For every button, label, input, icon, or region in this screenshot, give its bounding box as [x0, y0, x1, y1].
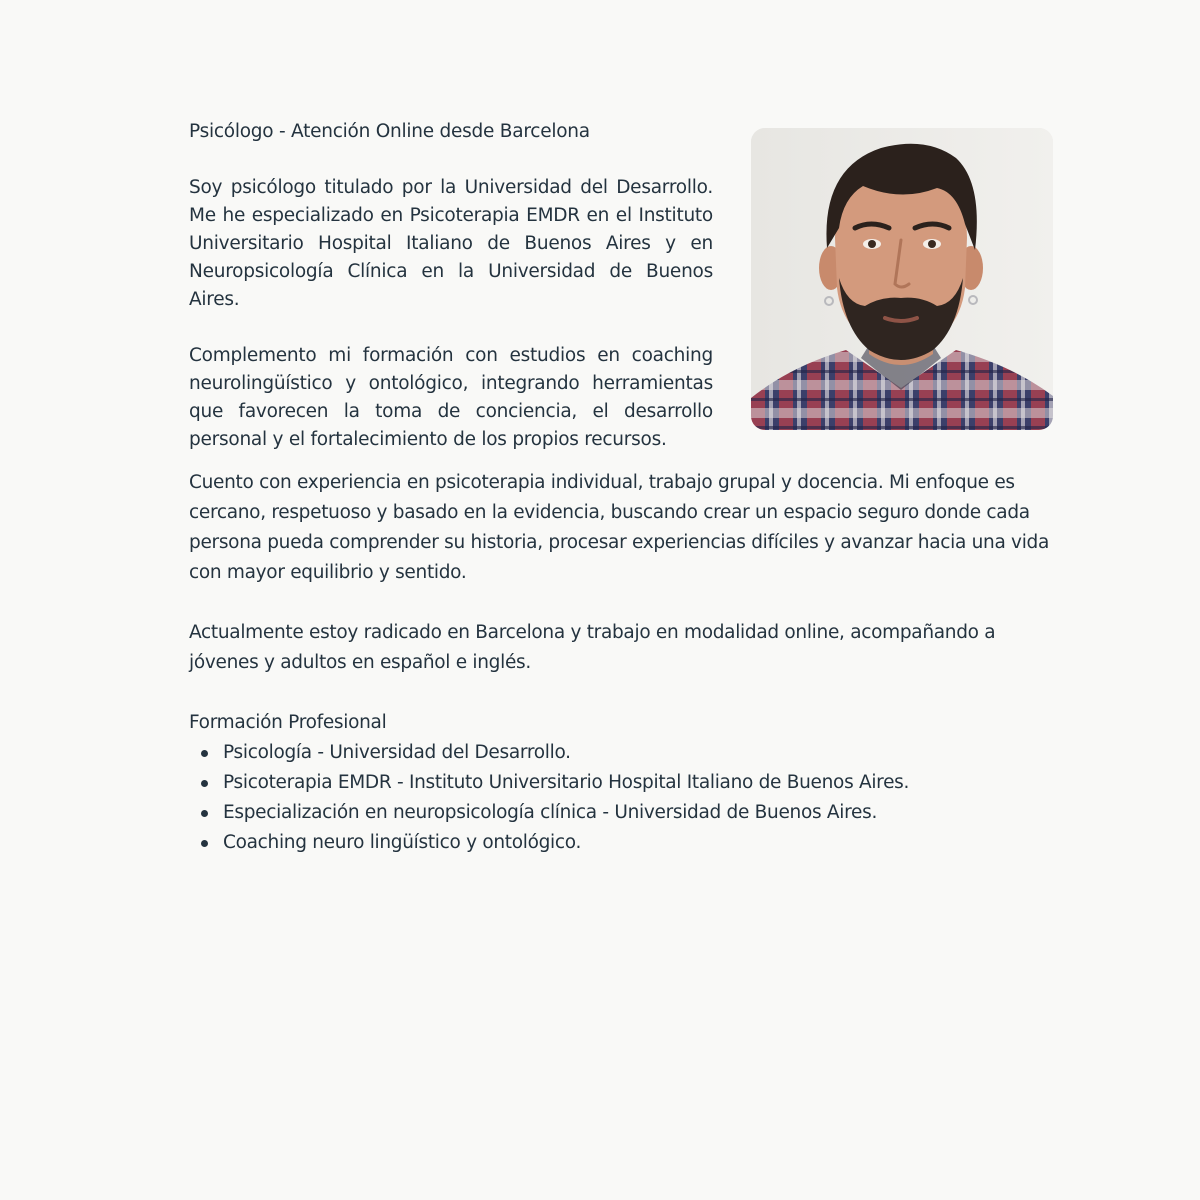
training-list	[189, 738, 1053, 858]
portrait-illustration	[751, 128, 1053, 430]
bullet-icon	[201, 840, 208, 847]
list-item-text: Coaching neuro lingüístico y ontológico.	[223, 832, 582, 853]
bullet-icon	[201, 780, 208, 787]
main-content	[189, 468, 1053, 858]
intro-text	[189, 118, 713, 454]
list-item	[189, 768, 1053, 798]
list-item-text: Psicología - Universidad del Desarrollo.	[223, 742, 571, 763]
profile-photo	[751, 128, 1053, 430]
list-item	[189, 798, 1053, 828]
profile-headline: Psicólogo - Atención Online desde Barcelona	[189, 121, 590, 142]
list-item-text: Especialización en neuropsicología clínica - Universidad de Buenos Aires.	[223, 802, 878, 823]
training-title: Formación Profesional	[189, 712, 387, 733]
profile-page	[189, 118, 1053, 858]
intro-paragraph: Complemento mi formación con estudios en coaching neurolingüístico y ontológico, integrando herramientas que favorecen la toma de conciencia, el desarrollo personal y el fortalecimiento de los propios recursos.	[189, 345, 713, 450]
list-item	[189, 738, 1053, 768]
list-item-text: Psicoterapia EMDR - Instituto Universitario Hospital Italiano de Buenos Aires.	[223, 772, 910, 793]
intro-section	[189, 118, 1053, 468]
body-paragraph: Cuento con experiencia en psicoterapia individual, trabajo grupal y docencia. Mi enfoque es cercano, respetuoso y basado en la evidencia, buscando crear un espacio seguro donde cada persona pueda comprender su historia, procesar experiencias difíciles y avanzar hacia una vida con mayor equilibrio y sentido.	[189, 472, 1050, 583]
bullet-icon	[201, 750, 208, 757]
intro-paragraph: Soy psicólogo titulado por la Universidad del Desarrollo. Me he especializado en Psicoterapia EMDR en el Instituto Universitario Hospital Italiano de Buenos Aires y en Neuropsicología Clínica en la Universidad de Buenos Aires.	[189, 177, 713, 310]
body-paragraph: Actualmente estoy radicado en Barcelona y trabajo en modalidad online, acompañando a jóvenes y adultos en español e inglés.	[189, 622, 996, 673]
list-item	[189, 828, 1053, 858]
bullet-icon	[201, 810, 208, 817]
